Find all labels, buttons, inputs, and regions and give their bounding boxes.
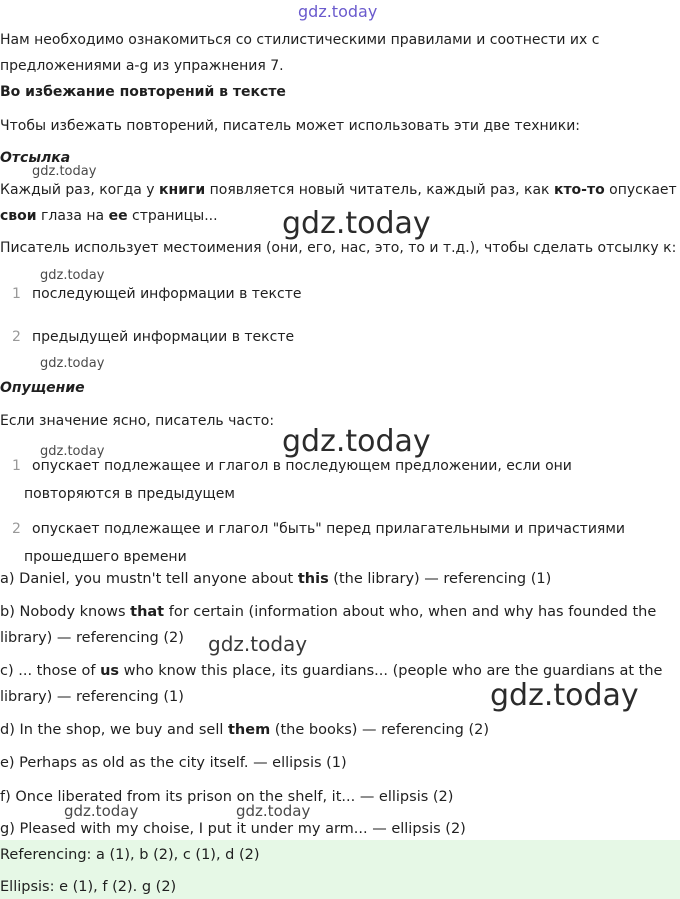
section-heading: Во избежание повторений в тексте [0, 84, 286, 100]
list-text: предыдущей информации в тексте [32, 329, 295, 345]
pronouns-text: Писатель использует местоимения (они, его, нас, это, то и т.д.), чтобы сделать отсылку к: [0, 240, 677, 256]
intro-line-2: предложениями a-g из упражнения 7. [0, 58, 284, 74]
watermark: gdz.today [32, 164, 97, 179]
answer-f: f) Once liberated from its prison on the shelf, it... — ellipsis (2) [0, 789, 454, 805]
intro-line-1: Нам необходимо ознакомиться со стилистическими правилами и соотнести их с [0, 32, 600, 48]
ellipsis-intro: Если значение ясно, писатель часто: [0, 413, 275, 429]
techniques-intro: Чтобы избежать повторений, писатель может использовать эти две техники: [0, 118, 581, 134]
list-text-continued: прошедшего времени [24, 549, 187, 565]
watermark: gdz.today [282, 206, 431, 241]
answer-a: a) Daniel, you mustn't tell anyone about this (the library) — referencing (1) [0, 571, 552, 587]
answer-b: b) Nobody knows that for certain (information about who, when and why has founded the [0, 604, 657, 620]
watermark: gdz.today [40, 268, 105, 283]
answer-d: d) In the shop, we buy and sell them (the books) — referencing (2) [0, 722, 490, 738]
watermark: gdz.today [64, 802, 139, 820]
answer-c-continued: library) — referencing (1) [0, 689, 184, 705]
answer-c: c) ... those of us who know this place, its guardians... (people who are the guardians at the [0, 663, 663, 679]
list-text: опускает подлежащее и глагол "быть" перед прилагательными и причастиями [32, 521, 625, 537]
watermark: gdz.today [208, 632, 308, 656]
list-number: 2 [12, 521, 21, 537]
list-number: 1 [12, 458, 21, 474]
watermark: gdz.today [490, 678, 639, 713]
answer-g: g) Pleased with my choise, I put it under my arm... — ellipsis (2) [0, 821, 466, 837]
referencing-example-line-2: свои глаза на ее страницы... [0, 208, 218, 224]
summary-ellipsis: Ellipsis: e (1), f (2). g (2) [0, 879, 177, 895]
watermark: gdz.today [40, 444, 105, 459]
list-text: опускает подлежащее и глагол в последующем предложении, если они [32, 458, 572, 474]
summary-referencing: Referencing: a (1), b (2), c (1), d (2) [0, 847, 260, 863]
list-number: 1 [12, 286, 21, 302]
referencing-heading: Отсылка [0, 150, 71, 166]
referencing-example-line-1: Каждый раз, когда у книги появляется новый читатель, каждый раз, как кто-то опускает [0, 182, 677, 198]
answer-b-continued: library) — referencing (2) [0, 630, 184, 646]
watermark: gdz.today [236, 802, 311, 820]
ellipsis-heading: Опущение [0, 380, 85, 396]
list-number: 2 [12, 329, 21, 345]
answer-e: e) Perhaps as old as the city itself. — ellipsis (1) [0, 755, 347, 771]
watermark: gdz.today [282, 424, 431, 459]
list-text-continued: повторяются в предыдущем [24, 486, 235, 502]
watermark-top: gdz.today [298, 2, 378, 21]
list-text: последующей информации в тексте [32, 286, 302, 302]
watermark: gdz.today [40, 356, 105, 371]
